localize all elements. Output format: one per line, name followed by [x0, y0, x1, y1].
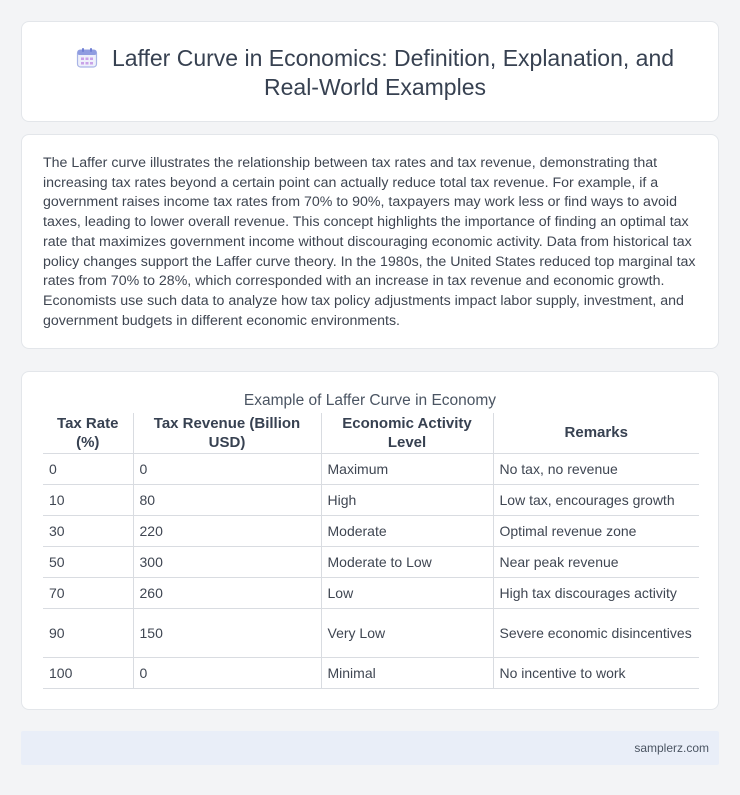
cell-tax-rate: 50 [43, 546, 133, 577]
table-row [43, 657, 699, 688]
page-title-wrap [62, 44, 688, 102]
calendar-icon [76, 47, 98, 69]
column-header-tax-rate: Tax Rate (%) [43, 413, 133, 453]
cell-tax-rate: 90 [43, 608, 133, 657]
cell-activity-level: Moderate to Low [321, 546, 493, 577]
page-title: Laffer Curve in Economics: Definition, Explanation, and Real-World Examples [111, 45, 675, 100]
cell-tax-rate: 10 [43, 484, 133, 515]
cell-tax-revenue: 150 [133, 608, 321, 657]
intro-paragraph: The Laffer curve illustrates the relationship between tax rates and tax revenue, demonstrating that increasing tax rates beyond a certain point can actually reduce total tax revenue. For example, if a government raises income tax rates from 70% to 90%, taxpayers may work less or find ways to avoid taxes, leading to lower overall revenue. This concept highlights the importance of finding an optimal tax rate that maximizes government income without discouraging economic activity. Data from historical tax policy changes support the Laffer curve theory. In the 1980s, the United States reduced top marginal tax rates from 70% to 28%, which corresponded with an increase in tax revenue and economic growth. Economists use such data to analyze how tax policy adjustments impact labor supply, investment, and government budgets in different economic environments. [43, 155, 696, 329]
cell-remarks: No incentive to work [493, 657, 699, 688]
cell-remarks: Low tax, encourages growth [493, 484, 699, 515]
cell-tax-revenue: 260 [133, 577, 321, 608]
cell-remarks: Optimal revenue zone [493, 515, 699, 546]
cell-activity-level: Low [321, 577, 493, 608]
table-row [43, 546, 699, 577]
cell-tax-revenue: 220 [133, 515, 321, 546]
cell-tax-revenue: 0 [133, 453, 321, 484]
cell-remarks: No tax, no revenue [493, 453, 699, 484]
laffer-table [43, 413, 699, 689]
table-caption: Example of Laffer Curve in Economy [243, 392, 497, 409]
table-row [43, 515, 699, 546]
cell-tax-revenue: 80 [133, 484, 321, 515]
footer-site-link[interactable]: samplerz.com [634, 741, 709, 755]
table-row [43, 577, 699, 608]
cell-activity-level: Moderate [321, 515, 493, 546]
cell-activity-level: Very Low [321, 608, 493, 657]
cell-tax-rate: 0 [43, 453, 133, 484]
cell-remarks: Near peak revenue [493, 546, 699, 577]
title-card [21, 21, 719, 122]
table-header-row [43, 413, 699, 453]
table-card [21, 371, 719, 710]
cell-tax-revenue: 0 [133, 657, 321, 688]
intro-card [21, 134, 719, 349]
cell-tax-rate: 70 [43, 577, 133, 608]
column-header-remarks: Remarks [493, 413, 699, 453]
column-header-activity-level: Economic Activity Level [321, 413, 493, 453]
table-row [43, 608, 699, 657]
cell-remarks: High tax discourages activity [493, 577, 699, 608]
cell-remarks: Severe economic disincentives [493, 608, 699, 657]
table-row [43, 484, 699, 515]
footer-bar [21, 731, 719, 765]
cell-tax-revenue: 300 [133, 546, 321, 577]
cell-activity-level: Maximum [321, 453, 493, 484]
table-row [43, 453, 699, 484]
cell-activity-level: Minimal [321, 657, 493, 688]
cell-tax-rate: 30 [43, 515, 133, 546]
cell-tax-rate: 100 [43, 657, 133, 688]
cell-activity-level: High [321, 484, 493, 515]
column-header-tax-revenue: Tax Revenue (Billion USD) [133, 413, 321, 453]
